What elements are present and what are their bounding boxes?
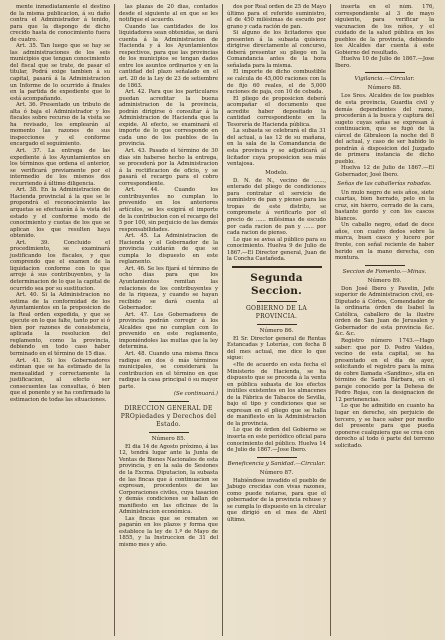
paragraph: Cuando las cantidades de los liquidadores sean obtenidas, se dará cuenta á la Administracion de Hacienda y á los Ayuntamientos respectivos, para que las provincias de los municipios se tengan dados entre los asuntos ordinarios y en la cantidad del plazo señalado en el art. 20 de la Ley de 23 de setiembre de 1863. [119, 23, 218, 89]
item-number: Número 88. [367, 85, 402, 92]
paragraph: Art. 37. La entrega de las expediente á los Ayuntamientos en los términos que ordena el anterior, se verificará previamente por el intermedio de los mismos dos recurriendo á último diligencia. [10, 148, 110, 187]
divider [257, 457, 297, 458]
paragraph: Lo que he admitido en cuanto ha lugar en derecho, sin perjuicio de tercero, y se hace saber por medio del presente para que pueda oponerse cualquiera que se crea con derecho al todo ó parte del terreno solicitado. [335, 403, 434, 449]
signature: Huelva 10 de Julio de 1867.—Jose Ibero. [335, 56, 434, 69]
paragraph: El Sr. Director general de Rentas Estancadas y Loterías, con fecha 8 del mes actual, me dice lo que sigue: [227, 335, 326, 362]
subsection-heading: Vigilancia.—Circular. [354, 76, 415, 83]
paragraph: Don José Ibero y Pavelin, Jefe superior de Administracion civil, ex-Diputado á Córtes, Comendador de la ordinaria órden de Isabel la Católica, caballero de la ilustre órden de San Juan de Jerusalen y Gobernador de esta provincia &c. &c. &c. [335, 285, 434, 338]
paragraph: dos por Real orden de 25 de Mayo último para el referido suministro, el de 450 milésimas de escudo por grano y cada ración de pan. [227, 4, 326, 30]
paragraph: Los Sres. Alcaldes de los pueblos de esta provincia, Guardia civil y demás dependientes del ramo, procederán á la busca y captura del sugeto cuyas señas se expresan á continuacion, que se fugó de la cárcel de Gibraleon la noche del 8 del actual, y caso de ser habido lo pondrán á disposicion del Juzgado de primera instancia de dicho pueblo. [335, 93, 434, 165]
signature: Huelva 12 de Julio de 1867.—El Gobernador, José Ibero. [335, 165, 434, 179]
paragraph: Art. 36. Presentado un tributo de alta ó baja el Administrador y los fiscales sobre recurso de la visita se ha revisado, los emplearán al momento las razones de sus inspecciones y el conforme encargado el seguimiento. [10, 102, 110, 148]
paragraph: las plazas de 20 dias, contados desde el siguiente al en que se les notifique el acuerdo. [119, 4, 218, 24]
paragraph: Art. 38. En la Administracion de Hacienda provincial á la que se le propondrá el reconocimiento las arquetas se efectuarán á la vista del estado y el conforme modo de conocimiento y cuotas de los que se aplican los que resulten haya obtenido. [10, 187, 110, 240]
item-number: Número 85. [151, 435, 186, 442]
paragraph: Art. 48. Cuando una misma finca radique en dos ó más términos municipales, se considerará la contribucion en el término en que radique la casa principal ó su mayor parte. [119, 350, 218, 390]
paragraph: Art. 45. La Administracion de Hacienda y el Gobernador de la provincia cuidarán de que se cumpla lo dispuesto en este reglamento. [119, 233, 218, 266]
paragraph: La subasta se celebrará el dia 31 del actual, a las 12 de su mañana, en la sala de la Comandancia de esta provincia y se adjudicará al licitador cuya proposicion sea más ventajosa. [227, 128, 326, 168]
paragraph: Art. 43. Pasado el término de 30 dias sin haberse hecho la entrega, se procederá por la Administracion á la rectificacion de oficio, y se pasará el recargo para el cobro correspondiente. [119, 148, 218, 187]
paragraph: El importe de dicho combustible se calcula de 45,000 raciones con la de fijo 60 reales, el de 5,000 raciones de paja, con 10 de cebada. [227, 69, 326, 96]
divider [365, 265, 405, 266]
section-title: Segunda Seccion. [250, 271, 303, 297]
paragraph: Un mulo negro de seis años, siete cuartas, bien herrado, pelo en la cruz, sin hierro, cerrado de la cara, bastante gordo y con los cascos blancos. [335, 189, 434, 222]
column-1 [6, 4, 114, 636]
paragraph: Art. 47. Los Gobernadores de provincia podrán corregir á los Alcaldes que no cumplan con lo prevenido en este reglamento, imponiéndoles las multas que la ley determina. [119, 311, 218, 351]
paragraph: Las fincas que se rematen se pagarán en los plazos y forma que establece la ley de 1.º de Mayo de 1855, y la Instruccion de 31 del mismo mes y año. [119, 515, 218, 548]
paragraph: mente inmediatamente el destino de la misma publicacion, á su daño contra el Administrador á tenido, para que la dispongo de dicho crecido hasta de conocimiento fuera de cuatro. [10, 4, 110, 43]
paragraph: El dia 14 de Agosto próximo, á las 12, tendrá lugar ante la Junta de Ventas de Bienes Nacionales de esta provincia, y en la sala de Sesiones de la Excma. Diputacion, la subasta de las fincas que á continuacion se expresan, procedentes de las Corporaciones civiles, cuya tasacion y demás condiciones se hallan de manifiesto en las oficinas de la Administracion económica. [119, 443, 218, 516]
subsection-heading: Señas de las caballerías robadas. [337, 180, 432, 187]
item-number: Número 86. [259, 327, 294, 334]
column-3 [222, 4, 330, 636]
paragraph: inserta en el núm. 176, correspondiente al 3 de mayo siguiente, para verificar la vacunacion de los niños, y el cuidado de la salud pública en los pueblos de la provincia, debiendo los Alcaldes dar cuenta á este Gobierno del resultado. [335, 4, 434, 56]
divider [149, 401, 189, 402]
subsection-heading: Beneficencia y Sanidad.—Circular. [227, 460, 326, 467]
paragraph: El pliego de proposicion deberá acompañar el documento que acredite haber depositado la cantidad correspondiente en la Tesorería de Hacienda pública. [227, 95, 326, 128]
continued-note: (Se continuará.) [173, 391, 218, 398]
paragraph: Lo que se avisa al público para su conocimiento. Huelva 9 de Julio de 1867.—El Director general, Juan de la Concha Castañeda. [227, 236, 326, 263]
section-heading: DIRECCION GENERAL DE PROpiedades y Derechos del Estado. [120, 404, 217, 428]
column-4 [330, 4, 438, 636]
model-text: D. N. de N., vecino de ......, enterado del pliego de condiciones para contratar el servicio de suministro de pan y pienso para las tropas de este distrito, se compromete á verificarlo por el precio de ...... milésimas de escudo por cada racion de pan y ...... por cada racion de pienso. [227, 177, 326, 237]
paragraph: Registro número 1743.—Hago saber: que por D. Pedro Valdes, vecino de esta capital, se ha presentado en el dia de ayer, solicitando el registro para la mina de cobre llamada «Sandino», sita en término de Santa Bárbara, en el paraje conocido por la Dehesa de Pedro Rojas, con la designacion de 12 pertenencias. [335, 337, 434, 403]
divider [149, 432, 189, 433]
columns [6, 4, 441, 636]
column-2 [114, 4, 222, 636]
section-subtitle: GOBIERNO DE LA PROVINCIA. [245, 304, 308, 320]
divider [257, 301, 297, 302]
paragraph: «He de acuerdo en esta fecha el Ministerio de Hacienda, se ha dispuesto que se proceda á la venta en pública subasta de los efectos inútiles existentes en los almacenes de la Fábrica de Tabacos de Sevilla, bajo el tipo y condiciones que se expresan en el pliego que se halla de manifiesto en la Administracion de la provincia. [227, 361, 326, 427]
divider [232, 266, 322, 268]
paragraph: Art. 46. Se les fijará el término de ocho dias para que los Ayuntamientos remitan las relaciones de los contribuyentes y de la riqueza, y cuando se hayan recibido se dará cuenta al Gobernador. [119, 265, 218, 312]
divider [257, 324, 297, 325]
paragraph: Art. 44. Cuando los contribuyentes no cumplan lo prevenido en los anteriores artículos, se les exigirá el importe de la contribucion con el recargo del 5 por 100, sin perjuicio de las demás responsabilidades. [119, 187, 218, 233]
paragraph: Si alguno de los licitadores que presenten á la subasta quisiera dirigirse directamente al concurso, deberá presentar su pliego en la Comandancia antes de la hora señalada para la misma. [227, 30, 326, 69]
item-number: Número 89. [367, 277, 402, 284]
paragraph: Lo que de órden del Gobierno se inserta en este periódico oficial para conocimiento del público. Huelva 14 de Julio de 1867.—Jose Ibero. [227, 427, 326, 454]
subsection-heading: Seccion de Fomento.—Minas. [342, 268, 427, 275]
paragraph: Art. 40. Si la Administracion no estima de la conformidad de los Ayuntamientos en la proposicion de la Real orden expedida, y que se ejecute en lo que falte, tanto por si ó bien por razones de consistencia, aplicada la resolucion del reglamento, como la provincia, debiendo en todo caso haber terminado en el término de 15 dias. [10, 292, 110, 357]
divider [365, 72, 405, 73]
model-heading: Modelo. [265, 169, 288, 176]
paragraph: Art. 41. Si los Gobernadores estiman que se ha estimado de la mensualidad y correctamente la justificacion, al efecto ser consecuentes las consultas, ó bien que el ponente y se ha confirmado la estimacion de todas las situaciones. [10, 357, 110, 403]
paragraph: Art. 42. Para que los particulares puedan acreditar la buena administracion de la provincia, podrán dirigirse ó consultar á la Administracion de Hacienda que la expide. Al efecto, se examinará el importe de lo que corresponde en cada uno de los pueblos de la provincia. [119, 89, 218, 148]
paragraph: Art. 35. Tan luego que se hay se las administraciones de los seis municipios que tengan conocimiento del fiscal que se trate, de pasar el titular, Podrá exige tambien á su capital, pasará á la Administracion un Informe de lo ocurrido á finales en la partida de expediente que lo está acompañando. [10, 43, 110, 102]
item-number: Número 87. [259, 469, 294, 476]
paragraph: Art. 39. Concluido el procedimiento, se examinará justificando los fiscales, y que comprendo que el examen de la liquidacion conforme con lo que arroje á sus contribuyentes, y la determinacion de lo que la capital de ocurrido sea por su sustitucion. [10, 239, 110, 292]
paragraph: Un caballo negro, edad de doce años, con cuatro dedos sobre la marca, buen casco y lucero por frente, con señal reciente de haber herido en la mano derecha, con montura. [335, 222, 434, 262]
paragraph: Habiéndose invadido el pueblo de Jabugo crecidas con vivas razones, como puede notarse, para que el gobernador de la provincia rehuse y se cumpla lo dispuesto en la circular que dirigió en el mes de Abril último. [227, 477, 326, 523]
